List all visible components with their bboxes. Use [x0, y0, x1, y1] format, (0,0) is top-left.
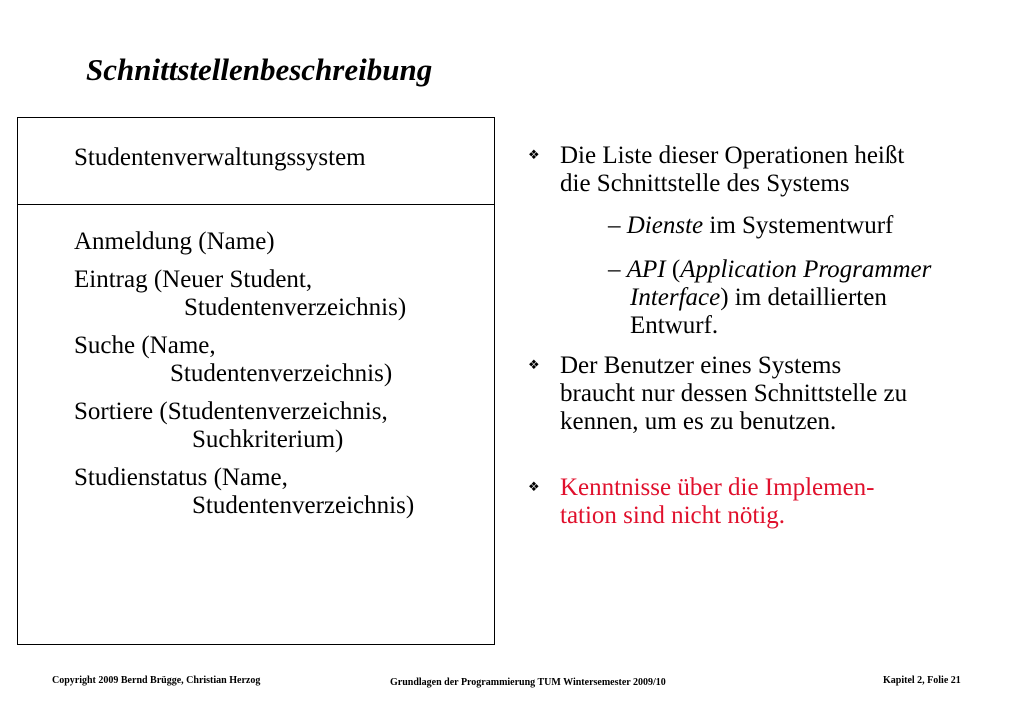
class-name: Studentenverwaltungssystem — [74, 144, 366, 171]
bullet-text: Die Liste dieser Operationen heißt — [560, 142, 905, 169]
diamond-bullet-icon: ❖ — [528, 358, 540, 373]
operations-list — [74, 228, 414, 530]
bullet-user — [528, 352, 1013, 436]
bullet-implementation — [528, 474, 1013, 530]
bullet-text: die Schnittstelle des Systems — [560, 170, 850, 197]
operation-continuation: Suchkriterium) — [192, 426, 344, 453]
operation-continuation: Studentenverzeichnis) — [184, 294, 407, 321]
operation-item — [74, 464, 414, 520]
class-box — [17, 117, 495, 645]
diamond-bullet-icon: ❖ — [528, 148, 540, 163]
operation-item — [74, 228, 414, 256]
operation-item — [74, 266, 414, 322]
bullet-text: tation sind nicht nötig. — [560, 502, 785, 529]
operation-item — [74, 332, 414, 388]
bullet-text: kennen, um es zu benutzen. — [560, 408, 837, 435]
operation-signature: Sortiere (Studentenverzeichnis, — [74, 398, 388, 425]
bullet-list — [528, 142, 1013, 530]
sub-bullet-dienste — [560, 212, 1013, 240]
footer-course: Grundlagen der Programmierung TUM Wintersemester 2009/10 — [390, 677, 666, 688]
operation-signature: Eintrag (Neuer Student, — [74, 266, 313, 293]
operation-signature: Studienstatus (Name, — [74, 464, 288, 491]
term-interface: Interface — [630, 284, 721, 311]
footer-slide-number: Kapitel 2, Folie 21 — [883, 675, 961, 686]
operation-item — [74, 398, 414, 454]
bullet-text: Kenntnisse über die Implemen- — [560, 474, 875, 501]
dash-marker: – — [608, 256, 621, 283]
operation-signature: Suche (Name, — [74, 332, 216, 359]
sub-bullet-text: Entwurf. — [630, 312, 719, 339]
operation-continuation: Studentenverzeichnis) — [170, 360, 393, 387]
bullet-text: Der Benutzer eines Systems — [560, 352, 842, 379]
footer-copyright: Copyright 2009 Bernd Brügge, Christian Herzog — [52, 675, 261, 686]
operation-continuation: Studentenverzeichnis) — [192, 492, 415, 519]
box-divider — [18, 204, 494, 205]
term-dienste: Dienste — [626, 212, 704, 239]
sub-bullet-api — [560, 256, 1013, 340]
term-api: API — [626, 256, 666, 283]
term-api-expansion: Application Programmer — [680, 256, 932, 283]
dash-marker: – — [608, 212, 621, 239]
sub-bullet-text: im Systementwurf — [703, 212, 894, 239]
diamond-bullet-icon: ❖ — [528, 480, 540, 495]
sub-bullet-text: ( — [665, 256, 681, 283]
bullet-interface — [528, 142, 1013, 340]
sub-bullet-text: ) im detaillierten — [720, 284, 887, 311]
operation-signature: Anmeldung (Name) — [74, 228, 275, 255]
slide-title: Schnittstellenbeschreibung — [86, 52, 433, 87]
bullet-text: braucht nur dessen Schnittstelle zu — [560, 380, 908, 407]
